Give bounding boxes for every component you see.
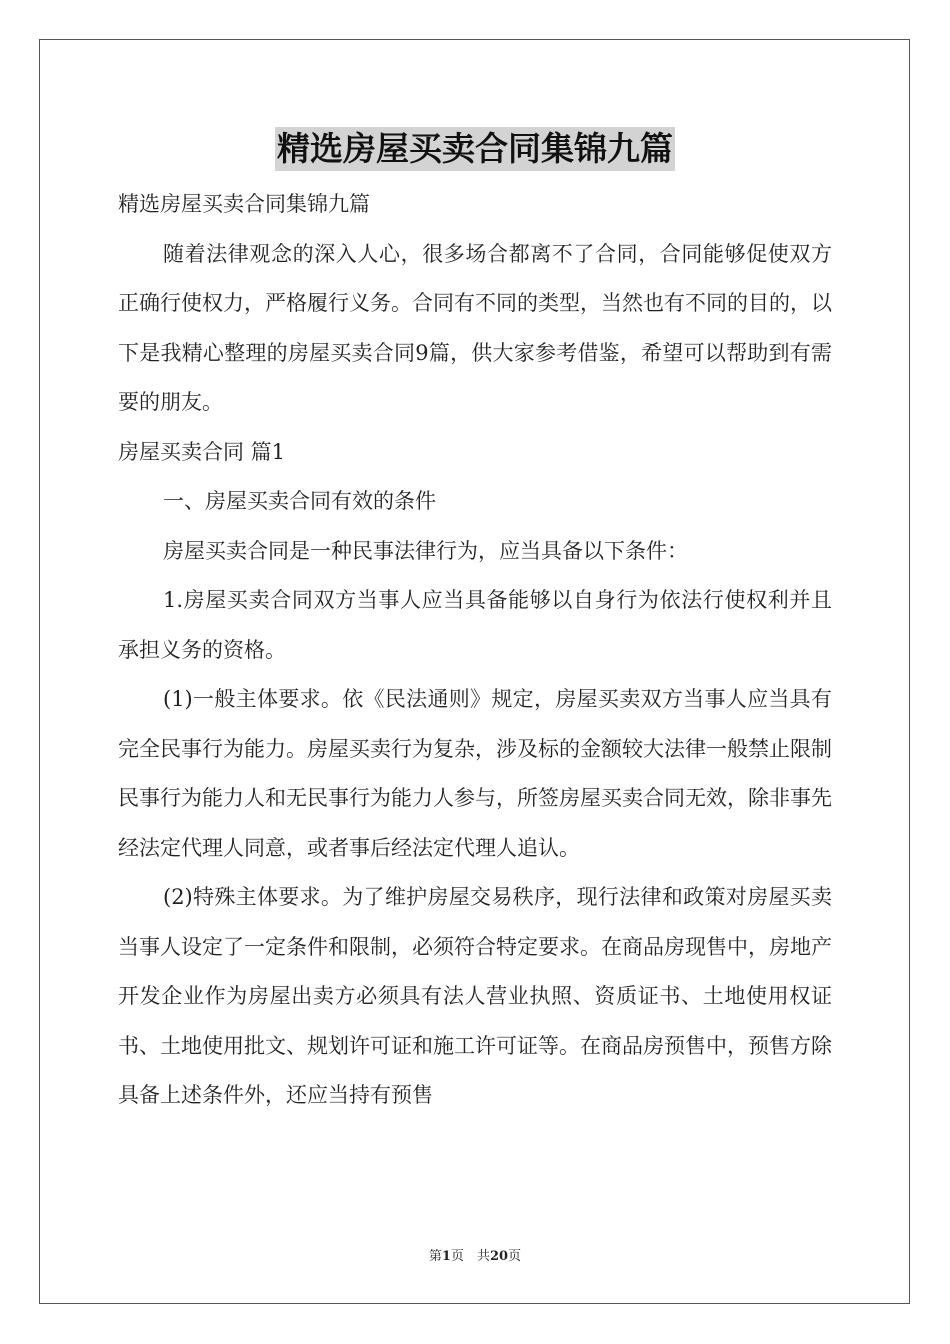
section-heading: 房屋买卖合同 篇1 bbox=[118, 439, 286, 464]
body-paragraph: (1)一般主体要求。依《民法通则》规定，房屋买卖双方当事人应当具有完全民事行为能力。房屋买卖行为复杂，涉及标的金额较大法律一般禁止限制民事行为能力人和无民事行为能力人参与，所签房屋买卖合同无效，除非事先经法定代理人同意，或者事后经法定代理人追认。 bbox=[118, 687, 832, 860]
body-paragraph: 随着法律观念的深入人心，很多场合都离不了合同，合同能够促使双方正确行使权力，严格履行义务。合同有不同的类型，当然也有不同的目的，以下是我精心整理的房屋买卖合同9篇，供大家参考借鉴，希望可以帮助到有需要的朋友。 bbox=[118, 241, 832, 414]
page-footer bbox=[0, 1245, 950, 1264]
page-number-current: 1 bbox=[441, 1249, 451, 1264]
page-number-total: 20 bbox=[489, 1249, 509, 1264]
body-paragraph: 精选房屋买卖合同集锦九篇 bbox=[118, 192, 370, 216]
document-title: 精选房屋买卖合同集锦九篇 bbox=[275, 127, 675, 171]
body-paragraph: 房屋买卖合同是一种民事法律行为，应当具备以下条件： bbox=[163, 538, 688, 563]
subsection-heading: 一、房屋买卖合同有效的条件 bbox=[163, 489, 436, 513]
page-number-prefix: 第 bbox=[428, 1249, 442, 1264]
page-number-suffix: 页 bbox=[508, 1249, 522, 1264]
title-container bbox=[0, 127, 950, 171]
body-paragraph: (2)特殊主体要求。为了维护房屋交易秩序，现行法律和政策对房屋买卖当事人设定了一定条件和限制，必须符合特定要求。在商品房现售中，房地产开发企业作为房屋出卖方必须具有法人营业执照、资质证书、土地使用权证书、土地使用批文、规划许可证和施工许可证等。在商品房预售中，预售方除具备上述条件外，还应当持有预售 bbox=[118, 885, 832, 1107]
body-paragraph: 1.房屋买卖合同双方当事人应当具备能够以自身行为依法行使权利并且承担义务的资格。 bbox=[118, 588, 832, 662]
page-number-mid: 页 共 bbox=[450, 1249, 490, 1264]
document-body bbox=[118, 180, 832, 1121]
